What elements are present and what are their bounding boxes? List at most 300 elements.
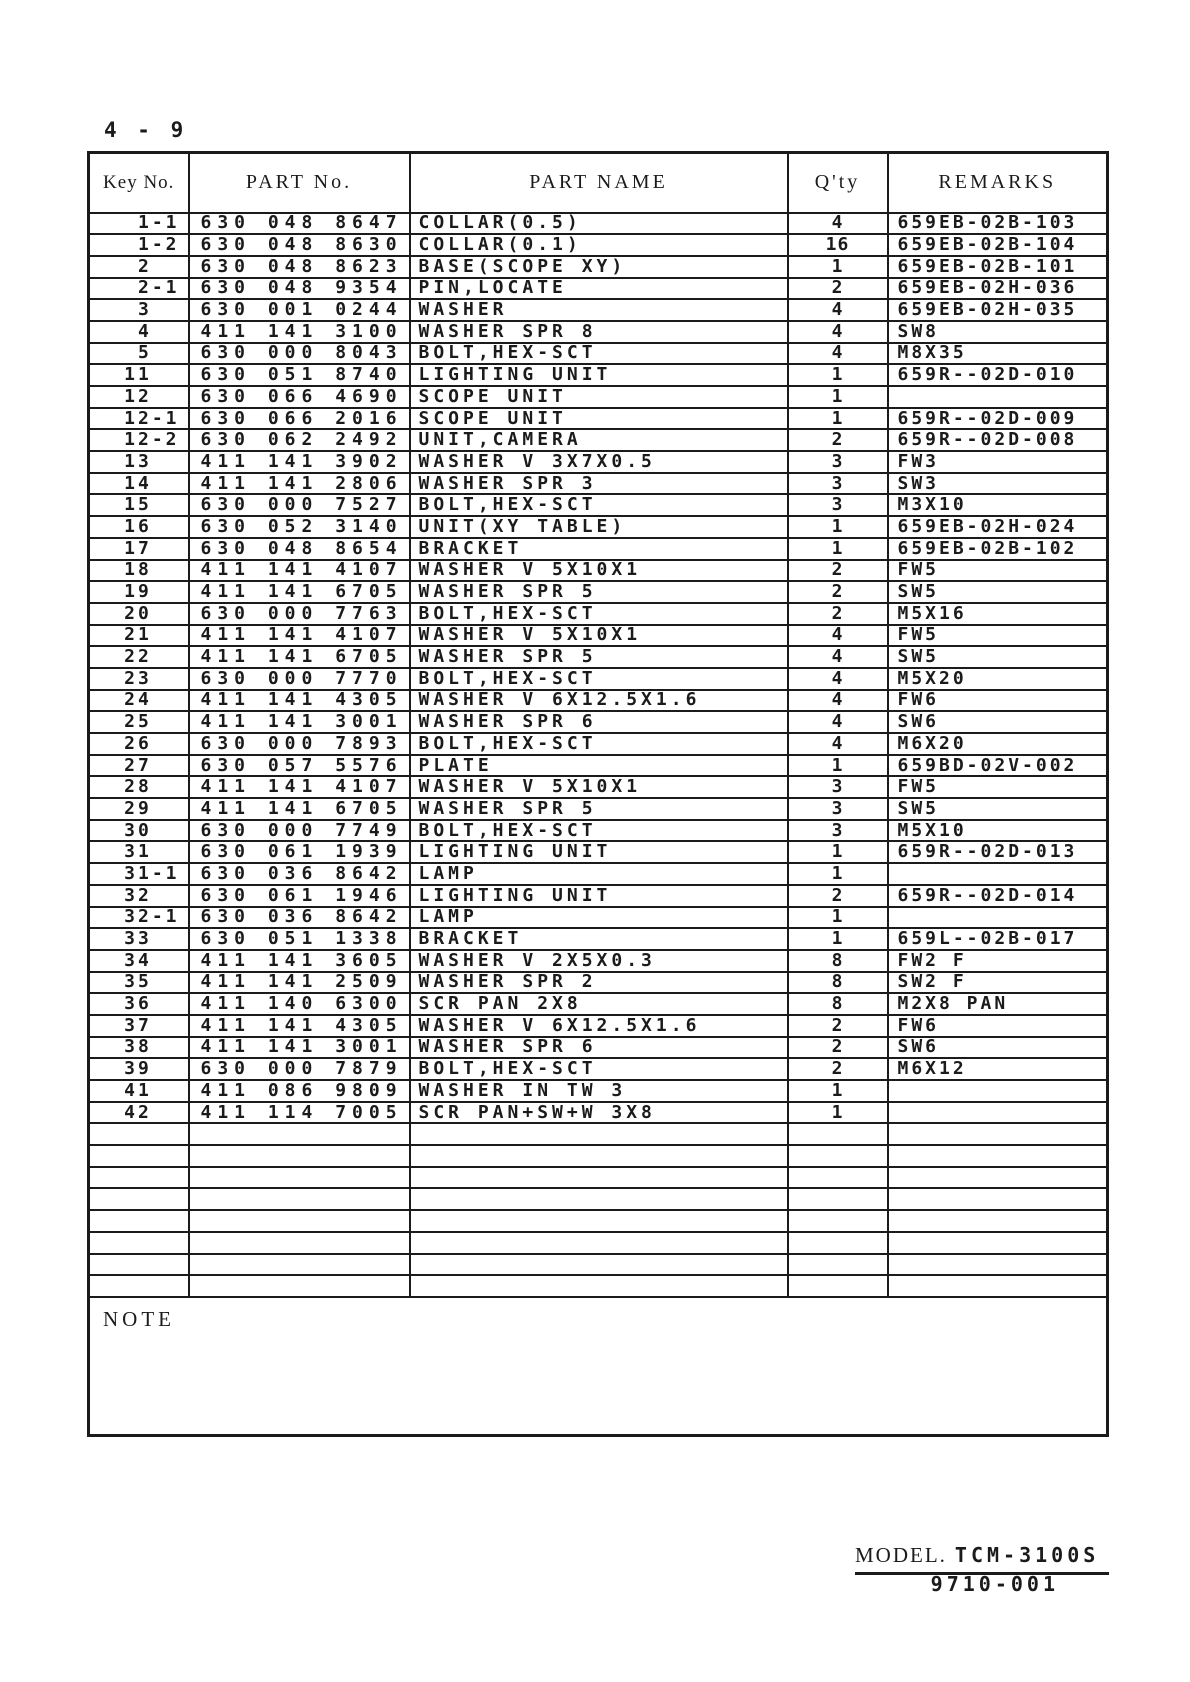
empty-cell (89, 1123, 189, 1145)
key-no-cell: 2 (89, 256, 189, 278)
remarks-cell: FW3 (888, 451, 1108, 473)
part-no-cell: 630 048 9354 (189, 278, 410, 300)
empty-cell (888, 1210, 1108, 1232)
key-no-cell: 35 (89, 972, 189, 994)
empty-cell (189, 1167, 410, 1189)
part-no-cell: 411 141 4305 (189, 690, 410, 712)
model-label: MODEL. (855, 1543, 947, 1567)
key-no-cell: 1-2 (89, 234, 189, 256)
doc-number: 9710-001 (930, 1572, 1059, 1596)
part-name-cell: WASHER V 3X7X0.5 (410, 451, 788, 473)
part-row (89, 343, 1108, 365)
empty-cell (189, 1232, 410, 1254)
part-no-cell: 630 048 8630 (189, 234, 410, 256)
remarks-cell: M5X16 (888, 603, 1108, 625)
part-name-cell: BOLT,HEX-SCT (410, 603, 788, 625)
column-header-part-no: PART No. (189, 153, 410, 213)
remarks-cell: SW2 F (888, 972, 1108, 994)
empty-cell (410, 1188, 788, 1210)
qty-cell: 4 (788, 343, 888, 365)
empty-cell (888, 1167, 1108, 1189)
part-row (89, 473, 1108, 495)
empty-cell (888, 1275, 1108, 1297)
page-number: 4 - 9 (104, 118, 188, 142)
part-name-cell: PLATE (410, 755, 788, 777)
part-row (89, 928, 1108, 950)
part-row (89, 1037, 1108, 1059)
remarks-cell: M8X35 (888, 343, 1108, 365)
empty-cell (189, 1275, 410, 1297)
empty-cell (89, 1167, 189, 1189)
qty-cell: 2 (788, 1058, 888, 1080)
key-no-cell: 3 (89, 299, 189, 321)
qty-cell: 2 (788, 1037, 888, 1059)
key-no-cell: 27 (89, 755, 189, 777)
part-name-cell: WASHER SPR 3 (410, 473, 788, 495)
part-no-cell: 411 141 3001 (189, 711, 410, 733)
part-name-cell: UNIT(XY TABLE) (410, 516, 788, 538)
part-row (89, 776, 1108, 798)
empty-cell (410, 1275, 788, 1297)
remarks-cell: 659EB-02H-024 (888, 516, 1108, 538)
part-name-cell: BOLT,HEX-SCT (410, 343, 788, 365)
qty-cell: 1 (788, 841, 888, 863)
qty-cell: 1 (788, 538, 888, 560)
part-row (89, 256, 1108, 278)
remarks-cell: SW6 (888, 1037, 1108, 1059)
column-header-part-name: PART NAME (410, 153, 788, 213)
empty-row (89, 1275, 1108, 1297)
remarks-cell (888, 386, 1108, 408)
qty-cell: 3 (788, 798, 888, 820)
empty-cell (189, 1210, 410, 1232)
part-row (89, 581, 1108, 603)
qty-cell: 1 (788, 386, 888, 408)
part-no-cell: 630 036 8642 (189, 863, 410, 885)
part-no-cell: 411 141 3001 (189, 1037, 410, 1059)
part-row (89, 386, 1108, 408)
key-no-cell: 14 (89, 473, 189, 495)
qty-cell: 1 (788, 256, 888, 278)
empty-row (89, 1123, 1108, 1145)
part-name-cell: WASHER (410, 299, 788, 321)
remarks-cell: 659R--02D-014 (888, 885, 1108, 907)
part-name-cell: LIGHTING UNIT (410, 364, 788, 386)
part-row (89, 321, 1108, 343)
part-name-cell: BOLT,HEX-SCT (410, 1058, 788, 1080)
remarks-cell: 659R--02D-013 (888, 841, 1108, 863)
remarks-cell: M3X10 (888, 494, 1108, 516)
remarks-cell: SW6 (888, 711, 1108, 733)
empty-cell (788, 1232, 888, 1254)
part-name-cell: SCR PAN 2X8 (410, 993, 788, 1015)
key-no-cell: 30 (89, 820, 189, 842)
part-name-cell: WASHER V 6X12.5X1.6 (410, 1015, 788, 1037)
empty-cell (788, 1167, 888, 1189)
key-no-cell: 37 (89, 1015, 189, 1037)
remarks-cell: FW5 (888, 560, 1108, 582)
part-no-cell: 630 051 8740 (189, 364, 410, 386)
part-no-cell: 411 141 6705 (189, 798, 410, 820)
part-row (89, 364, 1108, 386)
qty-cell: 3 (788, 820, 888, 842)
part-no-cell: 411 114 7005 (189, 1102, 410, 1124)
key-no-cell: 2-1 (89, 278, 189, 300)
part-row (89, 711, 1108, 733)
part-name-cell: PIN,LOCATE (410, 278, 788, 300)
part-row (89, 841, 1108, 863)
part-row (89, 972, 1108, 994)
part-no-cell: 630 061 1946 (189, 885, 410, 907)
qty-cell: 1 (788, 863, 888, 885)
qty-cell: 4 (788, 299, 888, 321)
part-row (89, 1080, 1108, 1102)
part-no-cell: 630 048 8654 (189, 538, 410, 560)
part-row (89, 863, 1108, 885)
part-name-cell: WASHER IN TW 3 (410, 1080, 788, 1102)
part-row (89, 603, 1108, 625)
remarks-cell: M2X8 PAN (888, 993, 1108, 1015)
key-no-cell: 23 (89, 668, 189, 690)
part-row (89, 733, 1108, 755)
qty-cell: 1 (788, 408, 888, 430)
model-value: TCM-3100S (954, 1543, 1100, 1567)
remarks-cell: SW5 (888, 581, 1108, 603)
remarks-cell: FW6 (888, 1015, 1108, 1037)
part-row (89, 885, 1108, 907)
empty-cell (89, 1275, 189, 1297)
part-no-cell: 411 141 4107 (189, 625, 410, 647)
remarks-cell: 659EB-02B-103 (888, 213, 1108, 235)
part-name-cell: WASHER SPR 5 (410, 798, 788, 820)
empty-cell (788, 1275, 888, 1297)
part-name-cell: BOLT,HEX-SCT (410, 733, 788, 755)
part-row (89, 690, 1108, 712)
qty-cell: 2 (788, 278, 888, 300)
part-no-cell: 411 141 2806 (189, 473, 410, 495)
part-no-cell: 630 057 5576 (189, 755, 410, 777)
part-no-cell: 630 036 8642 (189, 907, 410, 929)
part-row (89, 560, 1108, 582)
part-no-cell: 630 062 2492 (189, 429, 410, 451)
part-no-cell: 630 048 8647 (189, 213, 410, 235)
key-no-cell: 12 (89, 386, 189, 408)
part-no-cell: 411 140 6300 (189, 993, 410, 1015)
part-name-cell: WASHER SPR 5 (410, 581, 788, 603)
remarks-cell: FW5 (888, 625, 1108, 647)
qty-cell: 1 (788, 364, 888, 386)
column-header-remarks: REMARKS (888, 153, 1108, 213)
model-block (855, 1543, 1109, 1575)
remarks-cell: SW5 (888, 646, 1108, 668)
key-no-cell: 42 (89, 1102, 189, 1124)
part-name-cell: LIGHTING UNIT (410, 885, 788, 907)
empty-row (89, 1188, 1108, 1210)
part-no-cell: 630 000 7879 (189, 1058, 410, 1080)
qty-cell: 4 (788, 690, 888, 712)
part-no-cell: 630 066 4690 (189, 386, 410, 408)
qty-cell: 3 (788, 494, 888, 516)
table-header-row (89, 153, 1108, 213)
key-no-cell: 21 (89, 625, 189, 647)
part-row (89, 538, 1108, 560)
empty-cell (410, 1232, 788, 1254)
key-no-cell: 11 (89, 364, 189, 386)
remarks-cell: M6X20 (888, 733, 1108, 755)
empty-row (89, 1145, 1108, 1167)
part-name-cell: WASHER SPR 6 (410, 1037, 788, 1059)
remarks-cell: FW5 (888, 776, 1108, 798)
part-row (89, 1102, 1108, 1124)
qty-cell: 2 (788, 560, 888, 582)
key-no-cell: 34 (89, 950, 189, 972)
qty-cell: 8 (788, 993, 888, 1015)
part-no-cell: 411 141 6705 (189, 581, 410, 603)
empty-cell (788, 1123, 888, 1145)
key-no-cell: 18 (89, 560, 189, 582)
part-name-cell: BOLT,HEX-SCT (410, 494, 788, 516)
part-name-cell: COLLAR(0.1) (410, 234, 788, 256)
part-row (89, 429, 1108, 451)
key-no-cell: 28 (89, 776, 189, 798)
qty-cell: 4 (788, 711, 888, 733)
key-no-cell: 12-2 (89, 429, 189, 451)
empty-cell (888, 1188, 1108, 1210)
key-no-cell: 25 (89, 711, 189, 733)
empty-row (89, 1210, 1108, 1232)
part-no-cell: 411 141 4107 (189, 560, 410, 582)
part-row (89, 408, 1108, 430)
qty-cell: 2 (788, 581, 888, 603)
part-no-cell: 630 000 8043 (189, 343, 410, 365)
part-name-cell: SCR PAN+SW+W 3X8 (410, 1102, 788, 1124)
part-no-cell: 411 141 6705 (189, 646, 410, 668)
part-no-cell: 411 141 2509 (189, 972, 410, 994)
part-name-cell: WASHER V 5X10X1 (410, 625, 788, 647)
part-no-cell: 630 052 3140 (189, 516, 410, 538)
part-name-cell: LIGHTING UNIT (410, 841, 788, 863)
qty-cell: 2 (788, 885, 888, 907)
key-no-cell: 15 (89, 494, 189, 516)
part-name-cell: SCOPE UNIT (410, 386, 788, 408)
qty-cell: 8 (788, 972, 888, 994)
key-no-cell: 41 (89, 1080, 189, 1102)
key-no-cell: 39 (89, 1058, 189, 1080)
empty-cell (410, 1123, 788, 1145)
qty-cell: 1 (788, 928, 888, 950)
part-row (89, 213, 1108, 235)
empty-cell (189, 1145, 410, 1167)
remarks-cell: 659R--02D-009 (888, 408, 1108, 430)
column-header-key-no: Key No. (89, 153, 189, 213)
remarks-cell: M5X20 (888, 668, 1108, 690)
part-row (89, 299, 1108, 321)
remarks-cell: 659L--02B-017 (888, 928, 1108, 950)
remarks-cell (888, 1080, 1108, 1102)
part-name-cell: BOLT,HEX-SCT (410, 820, 788, 842)
part-no-cell: 630 061 1939 (189, 841, 410, 863)
part-no-cell: 411 141 4107 (189, 776, 410, 798)
remarks-cell: 659BD-02V-002 (888, 755, 1108, 777)
remarks-cell: FW2 F (888, 950, 1108, 972)
part-row (89, 907, 1108, 929)
empty-row (89, 1232, 1108, 1254)
empty-cell (189, 1188, 410, 1210)
empty-cell (89, 1188, 189, 1210)
part-name-cell: WASHER SPR 2 (410, 972, 788, 994)
part-row (89, 625, 1108, 647)
part-name-cell: COLLAR(0.5) (410, 213, 788, 235)
remarks-cell (888, 863, 1108, 885)
part-name-cell: BRACKET (410, 538, 788, 560)
remarks-cell: 659R--02D-010 (888, 364, 1108, 386)
key-no-cell: 13 (89, 451, 189, 473)
part-row (89, 950, 1108, 972)
part-row (89, 798, 1108, 820)
key-no-cell: 32 (89, 885, 189, 907)
remarks-cell: SW5 (888, 798, 1108, 820)
part-row (89, 668, 1108, 690)
part-row (89, 516, 1108, 538)
key-no-cell: 38 (89, 1037, 189, 1059)
qty-cell: 4 (788, 733, 888, 755)
empty-cell (788, 1188, 888, 1210)
remarks-cell: FW6 (888, 690, 1108, 712)
part-name-cell: WASHER V 5X10X1 (410, 560, 788, 582)
empty-cell (888, 1254, 1108, 1276)
qty-cell: 4 (788, 321, 888, 343)
part-row (89, 993, 1108, 1015)
part-no-cell: 630 048 8623 (189, 256, 410, 278)
qty-cell: 1 (788, 907, 888, 929)
empty-cell (410, 1254, 788, 1276)
qty-cell: 4 (788, 646, 888, 668)
part-row (89, 234, 1108, 256)
key-no-cell: 4 (89, 321, 189, 343)
part-name-cell: LAMP (410, 907, 788, 929)
qty-cell: 1 (788, 755, 888, 777)
part-name-cell: WASHER V 2X5X0.3 (410, 950, 788, 972)
key-no-cell: 31 (89, 841, 189, 863)
note-label: NOTE (103, 1306, 175, 1331)
part-row (89, 451, 1108, 473)
part-no-cell: 411 141 3605 (189, 950, 410, 972)
key-no-cell: 29 (89, 798, 189, 820)
remarks-cell: M6X12 (888, 1058, 1108, 1080)
part-no-cell: 411 086 9809 (189, 1080, 410, 1102)
part-name-cell: SCOPE UNIT (410, 408, 788, 430)
remarks-cell: 659EB-02H-036 (888, 278, 1108, 300)
key-no-cell: 19 (89, 581, 189, 603)
qty-cell: 2 (788, 1015, 888, 1037)
key-no-cell: 33 (89, 928, 189, 950)
empty-cell (189, 1254, 410, 1276)
note-cell (89, 1297, 1108, 1436)
remarks-cell: 659R--02D-008 (888, 429, 1108, 451)
key-no-cell: 5 (89, 343, 189, 365)
empty-cell (89, 1210, 189, 1232)
part-row (89, 1058, 1108, 1080)
qty-cell: 4 (788, 625, 888, 647)
part-row (89, 755, 1108, 777)
part-name-cell: WASHER V 5X10X1 (410, 776, 788, 798)
parts-table (87, 151, 1109, 1437)
qty-cell: 3 (788, 451, 888, 473)
key-no-cell: 20 (89, 603, 189, 625)
empty-cell (888, 1232, 1108, 1254)
part-no-cell: 411 141 3902 (189, 451, 410, 473)
part-row (89, 820, 1108, 842)
qty-cell: 4 (788, 668, 888, 690)
remarks-cell: 659EB-02B-101 (888, 256, 1108, 278)
part-name-cell: UNIT,CAMERA (410, 429, 788, 451)
empty-cell (89, 1254, 189, 1276)
part-name-cell: LAMP (410, 863, 788, 885)
part-row (89, 278, 1108, 300)
empty-row (89, 1167, 1108, 1189)
qty-cell: 8 (788, 950, 888, 972)
part-no-cell: 630 000 7893 (189, 733, 410, 755)
empty-cell (89, 1232, 189, 1254)
qty-cell: 4 (788, 213, 888, 235)
qty-cell: 3 (788, 473, 888, 495)
part-no-cell: 630 001 0244 (189, 299, 410, 321)
part-no-cell: 630 000 7763 (189, 603, 410, 625)
key-no-cell: 17 (89, 538, 189, 560)
key-no-cell: 22 (89, 646, 189, 668)
qty-cell: 16 (788, 234, 888, 256)
empty-cell (888, 1123, 1108, 1145)
qty-cell: 1 (788, 1080, 888, 1102)
qty-cell: 1 (788, 1102, 888, 1124)
empty-cell (788, 1210, 888, 1232)
remarks-cell: M5X10 (888, 820, 1108, 842)
part-row (89, 1015, 1108, 1037)
qty-cell: 2 (788, 429, 888, 451)
part-name-cell: WASHER SPR 5 (410, 646, 788, 668)
qty-cell: 3 (788, 776, 888, 798)
qty-cell: 1 (788, 516, 888, 538)
part-row (89, 494, 1108, 516)
remarks-cell (888, 907, 1108, 929)
key-no-cell: 36 (89, 993, 189, 1015)
part-name-cell: WASHER SPR 6 (410, 711, 788, 733)
key-no-cell: 12-1 (89, 408, 189, 430)
empty-cell (410, 1210, 788, 1232)
part-no-cell: 411 141 3100 (189, 321, 410, 343)
key-no-cell: 26 (89, 733, 189, 755)
empty-cell (410, 1167, 788, 1189)
part-no-cell: 630 000 7527 (189, 494, 410, 516)
empty-cell (189, 1123, 410, 1145)
part-no-cell: 411 141 4305 (189, 1015, 410, 1037)
remarks-cell: 659EB-02B-102 (888, 538, 1108, 560)
key-no-cell: 1-1 (89, 213, 189, 235)
key-no-cell: 31-1 (89, 863, 189, 885)
key-no-cell: 16 (89, 516, 189, 538)
empty-cell (410, 1145, 788, 1167)
column-header-qty: Q'ty (788, 153, 888, 213)
remarks-cell (888, 1102, 1108, 1124)
remarks-cell: 659EB-02B-104 (888, 234, 1108, 256)
qty-cell: 2 (788, 603, 888, 625)
key-no-cell: 24 (89, 690, 189, 712)
empty-cell (888, 1145, 1108, 1167)
empty-cell (788, 1145, 888, 1167)
part-no-cell: 630 000 7770 (189, 668, 410, 690)
part-name-cell: BASE(SCOPE XY) (410, 256, 788, 278)
empty-cell (788, 1254, 888, 1276)
